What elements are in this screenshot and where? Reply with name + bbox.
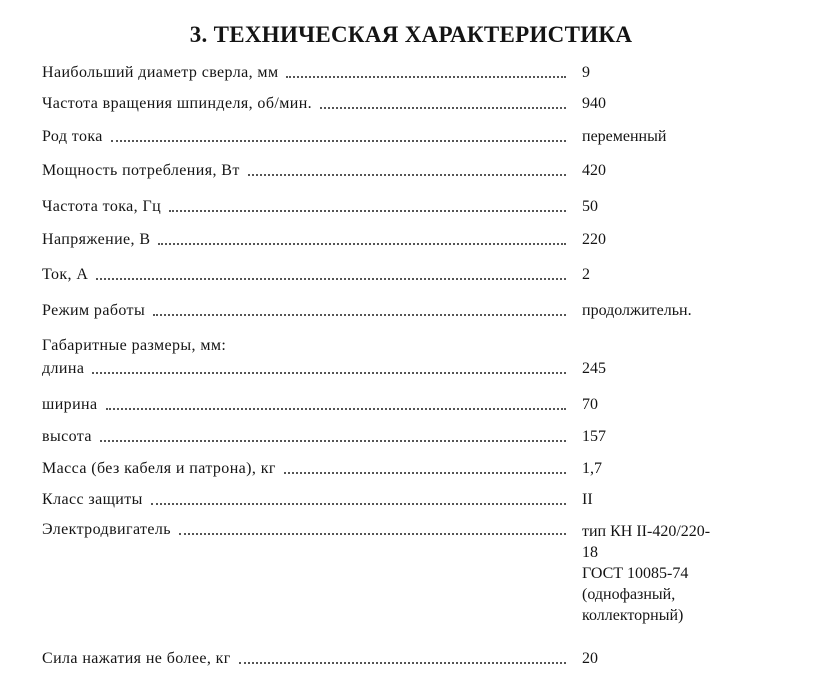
spec-label: Частота вращения шпинделя, об/мин. [42,95,313,112]
motor-line: 18 [582,544,598,561]
leader-dots [158,243,566,245]
spec-row [42,491,782,513]
spec-label: длина [42,360,85,377]
leader-dots [151,503,566,505]
leader-dots [106,408,566,410]
spec-value: переменный [582,128,667,145]
spec-label: Род тока [42,128,103,145]
leader-dots [286,76,566,78]
spec-row [42,266,782,288]
leader-dots [239,662,566,664]
motor-line: ГОСТ 10085-74 [582,565,689,582]
spec-label: Масса (без кабеля и патрона), кг [42,460,276,477]
spec-row [42,95,782,117]
spec-value: продолжительн. [582,302,692,319]
spec-label: Частота тока, Гц [42,198,162,215]
leader-dots [248,174,566,176]
spec-value: 50 [582,198,598,215]
spec-label: Мощность потребления, Вт [42,162,240,179]
motor-line: коллекторный) [582,607,684,624]
spec-row-motor [42,521,782,624]
spec-row [42,428,782,450]
spec-value: 9 [582,64,590,81]
spec-row [42,650,782,672]
spec-label: Ток, А [42,266,89,283]
leader-dots [320,107,566,109]
spec-label: Напряжение, В [42,231,151,248]
spec-row [42,396,782,418]
spec-value [582,521,710,626]
spec-label: Сила нажатия не более, кг [42,650,231,667]
spec-label: Наибольший диаметр сверла, мм [42,64,279,81]
spec-row [42,460,782,482]
spec-label: высота [42,428,92,445]
spec-row [42,128,782,150]
leader-dots [96,278,566,280]
spec-row [42,302,782,324]
spec-row [42,162,782,184]
motor-line: тип КН II-420/220- [582,523,711,540]
leader-dots [153,314,566,316]
spec-row [42,231,782,253]
spec-label: Класс защиты [42,491,143,508]
spec-row [42,360,782,382]
spec-row [42,64,782,86]
leader-dots [179,533,566,535]
spec-value: 70 [582,396,598,413]
section-title: 3. ТЕХНИЧЕСКАЯ ХАРАКТЕРИСТИКА [189,22,633,47]
motor-line: (однофазный, [582,586,676,603]
leader-dots [169,210,566,212]
spec-value: 2 [582,266,590,283]
spec-row [42,198,782,220]
spec-value: 420 [582,162,606,179]
leader-dots [92,372,566,374]
leader-dots [100,440,566,442]
leader-dots [111,140,566,142]
dimensions-heading: Габаритные размеры, мм: [42,337,227,354]
spec-value: 220 [582,231,606,248]
leader-dots [284,472,566,474]
spec-value: II [582,491,593,508]
spec-label: ширина [42,396,98,413]
spec-value: 20 [582,650,598,667]
spec-label: Электродвигатель [42,521,172,538]
spec-label: Режим работы [42,302,146,319]
spec-value: 940 [582,95,606,112]
spec-value: 157 [582,428,606,445]
spec-value: 245 [582,360,606,377]
spec-value: 1,7 [582,460,602,477]
